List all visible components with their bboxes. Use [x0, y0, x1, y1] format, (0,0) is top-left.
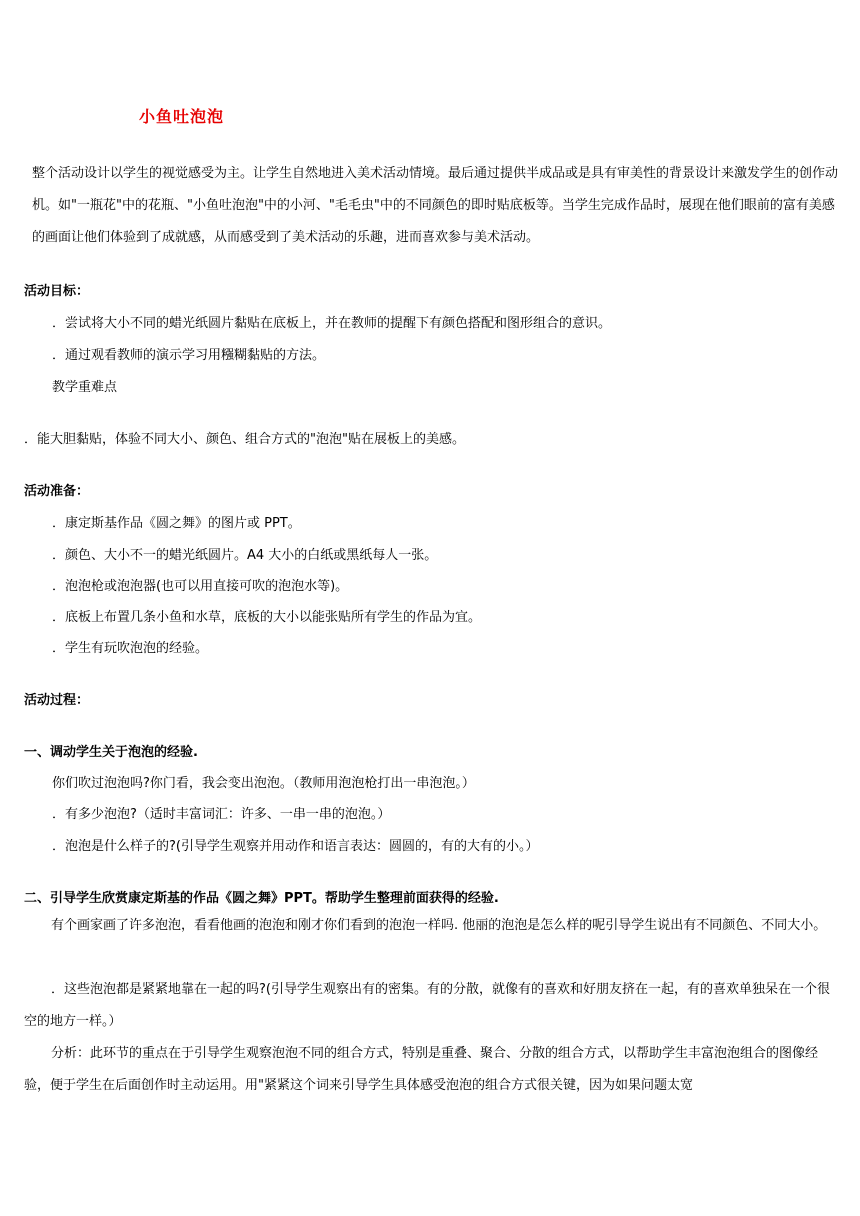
goal-item: ．尝试将大小不同的蜡光纸圆片黏贴在底板上，并在教师的提醒下有颜色搭配和图形组合的意识。 [52, 316, 612, 331]
analysis-paragraph: 分析：此环节的重点在于引导学生观察泡泡不同的组合方式，特别是重叠、聚合、分散的组合方式，以帮助学生丰富泡泡组合的图像经验，便于学生在后面创作时主动运用。用"紧紧这个词来引导学生具体感受泡泡的组合方式很关键，因为如果问题太宽 [24, 1046, 819, 1093]
step1-item: ．有多少泡泡?（适时丰富词汇：许多、一串一串的泡泡。） [52, 807, 391, 822]
step2-heading: 二、引导学生欣赏康定斯基的作品《圆之舞》PPT。帮助学生整理前面获得的经验. [24, 891, 499, 906]
prep-item: ．学生有玩吹泡泡的经验。 [52, 641, 209, 656]
process-heading: 活动过程： [24, 693, 90, 708]
prep-item: ．颜色、大小不一的蜡光纸圆片。A4 大小的白纸或黑纸每人一张。 [52, 548, 438, 563]
step1-item: 你们吹过泡泡吗?你门看，我会变出泡泡。（教师用泡泡枪打出一串泡泡。） [52, 776, 475, 791]
step1-heading: 一、调动学生关于泡泡的经验. [24, 745, 198, 760]
page-title: 小鱼吐泡泡 [139, 107, 225, 126]
prep-item: ．泡泡枪或泡泡器(也可以用直接可吹的泡泡水等)。 [52, 579, 349, 594]
prep-heading: 活动准备： [24, 484, 90, 499]
intro-paragraph: 整个活动设计以学生的视觉感受为主。让学生自然地进入美术活动情境。最后通过提供半成品或是具有审美性的背景设计来激发学生的创作动机。如"一瓶花"中的花瓶、"小鱼吐泡泡"中的小河、"毛毛虫"中的不同颜色的即时贴底板等。当学生完成作品时，展现在他们眼前的富有美感的画面让他们体验到了成就感，从而感受到了美术活动的乐趣，进而喜欢参与美术活动。 [32, 166, 839, 245]
step2-paragraph: 有个画家画了许多泡泡，看看他画的泡泡和刚才你们看到的泡泡一样吗. 他丽的泡泡是怎么样的呢引导学生说出有不同颜色、不同大小。 [51, 918, 827, 933]
prep-item: ．底板上布置几条小鱼和水草，底板的大小以能张贴所有学生的作品为宜。 [52, 610, 482, 625]
step1-item: ．泡泡是什么样子的?(引导学生观察并用动作和语言表达：圆圆的，有的大有的小。） [52, 839, 539, 854]
goals-heading: 活动目标： [24, 284, 90, 299]
key-point-item: ．能大胆黏贴，体验不同大小、颜色、组合方式的"泡泡"贴在展板上的美感。 [24, 432, 465, 447]
step2-paragraph: ．这些泡泡都是紧紧地靠在一起的吗?(引导学生观察出有的密集。有的分散，就像有的喜欢和好朋友挤在一起，有的喜欢单独呆在一个很空的地方一样。） [24, 982, 830, 1029]
goal-item: ．通过观看教师的演示学习用糨糊黏贴的方法。 [52, 348, 326, 363]
key-points-heading: 教学重难点 [52, 380, 118, 395]
prep-item: ．康定斯基作品《圆之舞》的图片或 PPT。 [52, 516, 301, 531]
